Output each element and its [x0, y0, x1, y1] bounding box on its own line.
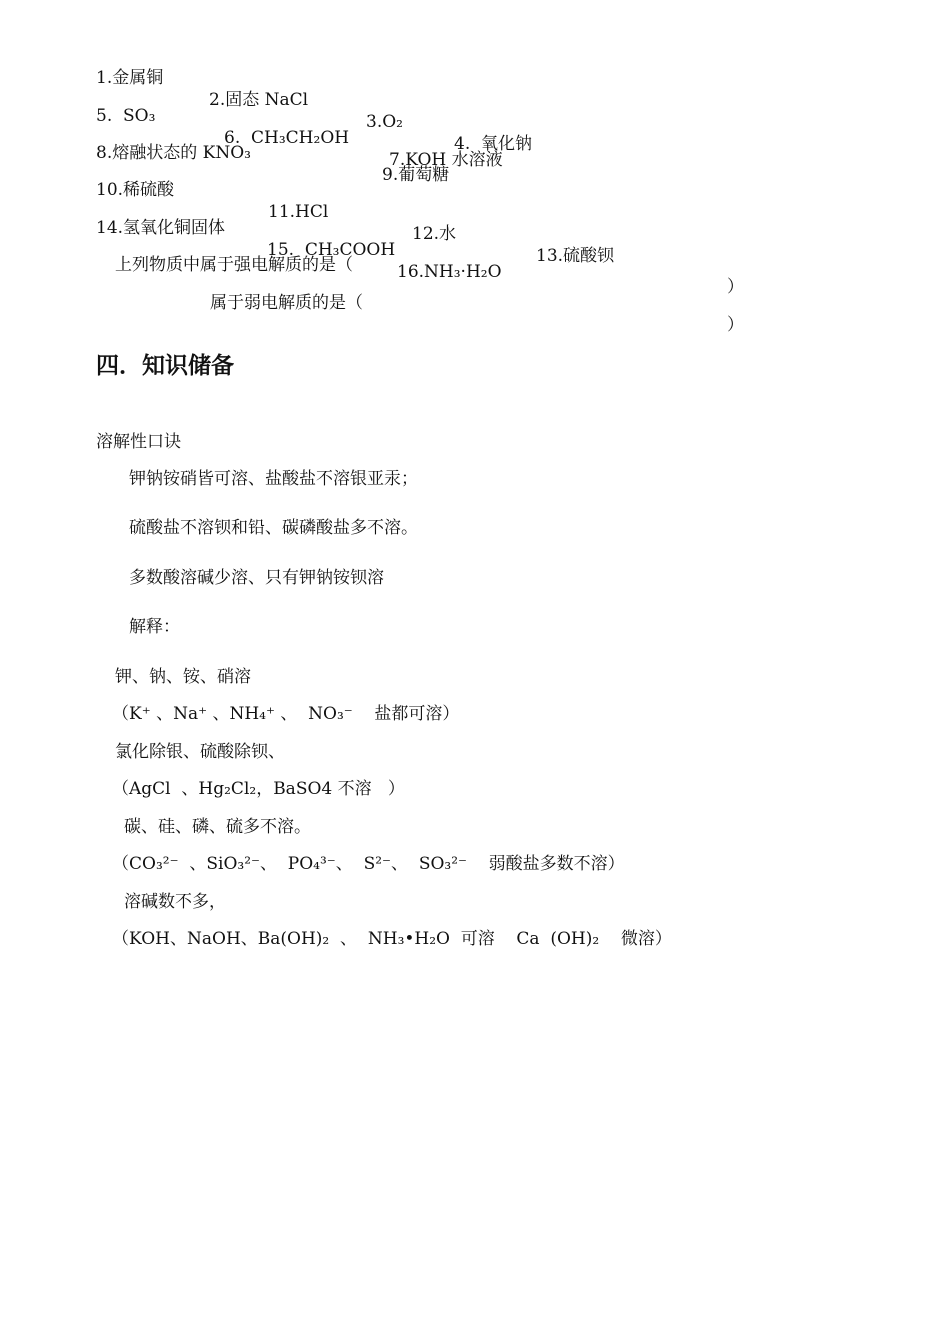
item-15: 15. CH₃COOH	[267, 240, 396, 260]
item-12: 12.水	[412, 224, 457, 244]
item-13: 13.硫酸钡	[536, 246, 615, 266]
item-1: 1.金属铜	[96, 68, 164, 88]
item-2: 2.固态 NaCl	[209, 90, 309, 110]
explanation-text: （CO₃²⁻ 、SiO₃²⁻、 PO₄³⁻、 S²⁻、 SO₃²⁻ 弱酸盐多数不溶）	[112, 854, 625, 874]
item-14: 14.氢氧化铜固体	[96, 218, 226, 238]
item-11: 11.HCl	[268, 202, 329, 222]
explain-label-line	[0, 594, 180, 638]
item-16: 16.NH₃·H₂O	[397, 262, 502, 282]
item-10: 10.稀硫酸	[96, 180, 175, 200]
explain-label: 解释：	[129, 617, 180, 637]
mnemonic-text: 钾钠铵硝皆可溶、盐酸盐不溶银亚汞；	[129, 469, 418, 489]
item-3: 3.O₂	[366, 112, 403, 132]
mnemonic-line-3	[0, 545, 384, 589]
explanation-text: （AgCl 、Hg₂Cl₂，BaSO4 不溶 ）	[112, 779, 405, 799]
mnemonic-line-2	[0, 495, 418, 539]
section-title: 四．知识储备	[96, 353, 234, 379]
mnemonic-line-1	[0, 446, 418, 490]
explanation-text: 钾、钠、铵、硝溶	[115, 667, 251, 687]
mnemonic-text: 多数酸溶碱少溶、只有钾钠铵钡溶	[129, 568, 384, 588]
item-6: 6. CH₃CH₂OH	[224, 128, 350, 148]
item-8: 8.熔融状态的 KNO₃	[96, 143, 251, 163]
explanation-text: （KOH、NaOH、Ba(OH)₂ 、 NH₃•H₂O 可溶 Ca (OH)₂ 微溶）	[112, 929, 672, 949]
item-5: 5. SO₃	[96, 106, 156, 126]
question-weak: 属于弱电解质的是（	[210, 293, 363, 313]
explanation-line-8	[0, 906, 672, 950]
explanation-text: （K⁺ 、Na⁺ 、NH₄⁺ 、 NO₃⁻ 盐都可溶）	[112, 704, 460, 724]
item-9: 9.葡萄糖	[382, 165, 450, 185]
close-paren-weak: ）	[727, 315, 744, 335]
item-4: 4. 氧化钠	[454, 134, 533, 154]
mnemonic-text: 硫酸盐不溶钡和铅、碳磷酸盐多不溶。	[129, 518, 418, 538]
close-paren-strong: ）	[727, 277, 744, 297]
item-7: 7.KOH 水溶液	[389, 150, 503, 170]
explanation-text: 氯化除银、硫酸除钡、	[115, 742, 285, 762]
explanation-text: 溶碱数不多，	[124, 892, 226, 912]
mnemonic-title: 溶解性口诀	[96, 432, 181, 452]
question-strong: 上列物质中属于强电解质的是（	[115, 255, 353, 275]
explanation-text: 碳、硅、磷、硫多不溶。	[124, 817, 311, 837]
